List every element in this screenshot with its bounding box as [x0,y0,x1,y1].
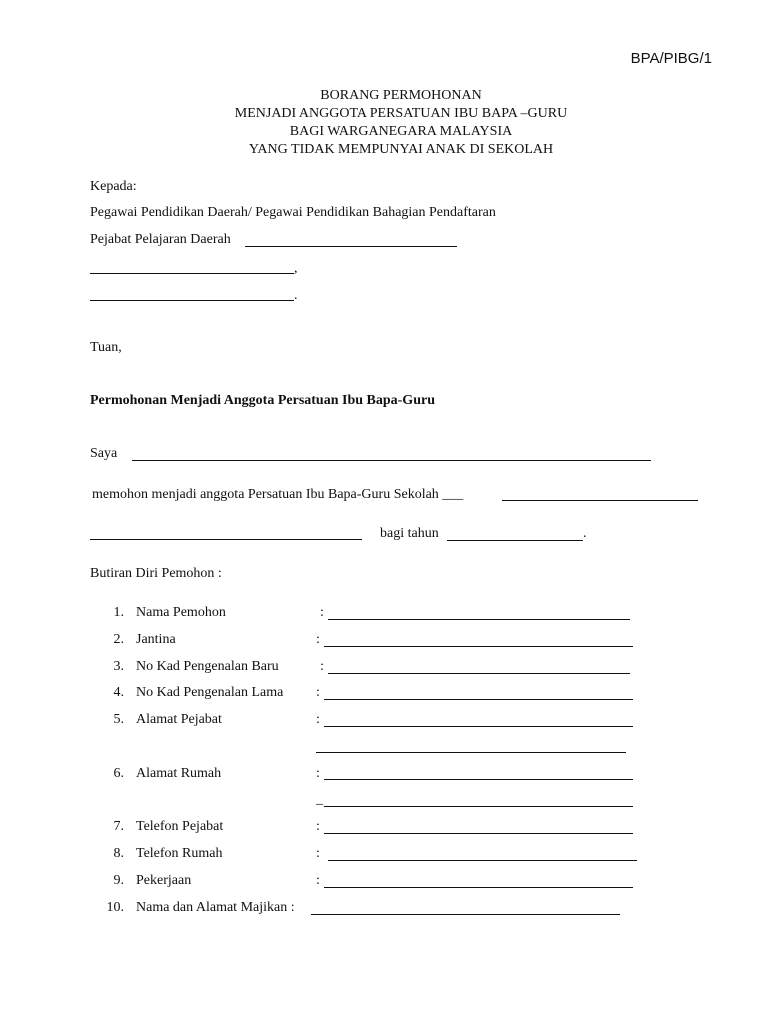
item-label-jantina: Jantina [136,632,176,647]
year-period: . [583,526,587,541]
item-colon: : [316,846,320,861]
item-label-pekerjaan: Pekerjaan [136,873,192,888]
item-number: 4. [113,685,124,700]
form-code: BPA/PIBG/1 [630,50,712,67]
item-label-ic-lama: No Kad Pengenalan Lama [136,685,284,700]
pekerjaan-blank[interactable] [324,887,633,888]
item-number: 3. [113,659,124,674]
recipient-kepada: Kepada: [90,179,137,194]
item-label-alamat-rumah: Alamat Rumah [136,766,222,781]
alamat-rumah-blank-2[interactable] [324,806,633,807]
item-label-ic-baru: No Kad Pengenalan Baru [136,659,279,674]
recipient-line-2: Pejabat Pelajaran Daerah [90,232,231,247]
saya-name-blank[interactable] [132,460,651,461]
school-name-blank[interactable] [502,500,698,501]
item-label-telefon-rumah: Telefon Rumah [136,846,223,861]
item-label-majikan: Nama dan Alamat Majikan : [136,900,295,915]
item-colon: : [316,873,320,888]
telefon-rumah-blank[interactable] [328,860,637,861]
item-colon: : [320,605,324,620]
salutation: Tuan, [90,340,122,355]
item-colon: : [316,766,320,781]
item-number: 8. [113,846,124,861]
item-label-nama-pemohon: Nama Pemohon [136,605,226,620]
subject-heading: Permohonan Menjadi Anggota Persatuan Ibu Bapa-Guru [90,393,435,408]
details-heading: Butiran Diri Pemohon : [90,566,222,581]
item-number: 10. [106,900,124,915]
ic-baru-blank[interactable] [328,673,630,674]
district-office-blank[interactable] [245,246,457,247]
address-blank-2[interactable] [90,300,294,301]
telefon-pejabat-blank[interactable] [324,833,633,834]
item-label-telefon-pejabat: Telefon Pejabat [136,819,224,834]
item-number: 7. [113,819,124,834]
jantina-blank[interactable] [324,646,633,647]
item-colon: : [316,712,320,727]
alamat-rumah-blank-1[interactable] [324,779,633,780]
item-colon: : [316,632,320,647]
item-label-alamat-pejabat: Alamat Pejabat [136,712,222,727]
item-number: 5. [113,712,124,727]
school-name-blank-2[interactable] [90,539,362,540]
item-colon: : [316,819,320,834]
title-line-1: BORANG PERMOHONAN [320,88,482,103]
item-number: 6. [113,766,124,781]
item-number: 9. [113,873,124,888]
item-colon: : [316,685,320,700]
saya-label: Saya [90,446,118,461]
alamat-rumah-dash: _ [316,792,323,807]
alamat-pejabat-blank-1[interactable] [324,726,633,727]
title-line-3: BAGI WARGANEGARA MALAYSIA [289,124,513,139]
year-blank[interactable] [447,540,583,541]
recipient-line-1: Pegawai Pendidikan Daerah/ Pegawai Pendidikan Bahagian Pendaftaran [90,205,496,220]
bagi-tahun-label: bagi tahun [380,526,439,541]
item-number: 1. [113,605,124,620]
address-period: . [294,288,298,303]
item-number: 2. [113,632,124,647]
nama-pemohon-blank[interactable] [328,619,630,620]
alamat-pejabat-blank-2[interactable] [316,752,626,753]
address-comma: , [294,261,298,276]
title-line-4: YANG TIDAK MEMPUNYAI ANAK DI SEKOLAH [248,142,554,157]
title-line-2: MENJADI ANGGOTA PERSATUAN IBU BAPA –GURU [234,106,568,121]
address-blank-1[interactable] [90,273,294,274]
ic-lama-blank[interactable] [324,699,633,700]
item-colon: : [320,659,324,674]
majikan-blank[interactable] [311,914,620,915]
memohon-text: memohon menjadi anggota Persatuan Ibu Bapa-Guru Sekolah ___ [92,487,464,502]
